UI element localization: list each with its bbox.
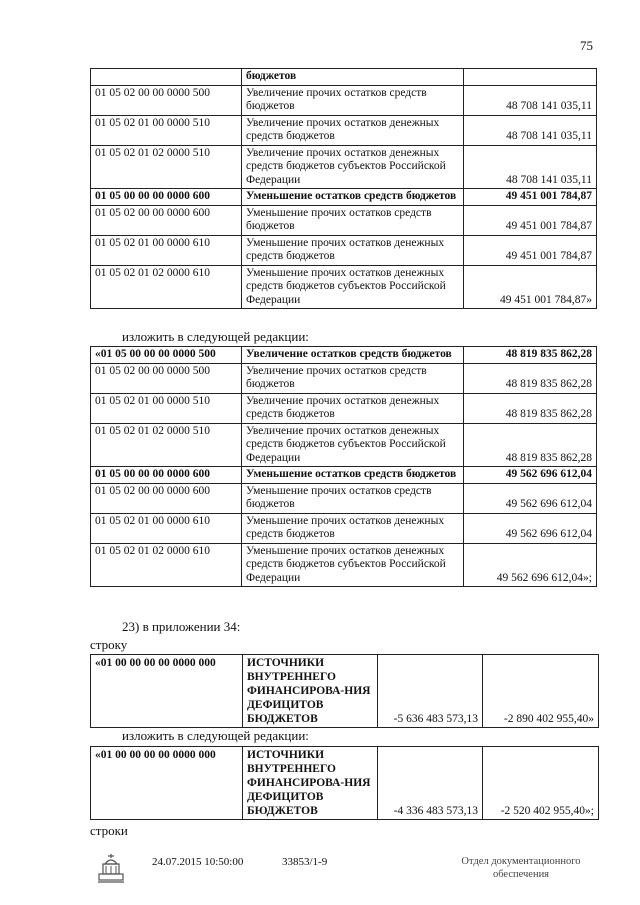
row-code: 01 05 02 00 00 0000 500 <box>91 363 242 393</box>
page-number: 75 <box>580 38 593 53</box>
table-row <box>91 69 597 86</box>
table-row <box>91 265 597 309</box>
row-name: Увеличение прочих остатков средств бюджетов <box>242 363 464 393</box>
row-code: 01 05 02 01 00 0000 510 <box>91 393 242 423</box>
row-name: Уменьшение прочих остатков средств бюджетов <box>242 205 464 235</box>
footer-doc-number: 33853/1-9 <box>282 856 328 868</box>
table-row <box>91 347 597 364</box>
table-row <box>91 145 597 189</box>
row-name: Уменьшение прочих остатков денежных средств бюджетов субъектов Российской Федерации <box>242 265 464 309</box>
row-amount: 49 451 001 784,87» <box>464 265 597 309</box>
row-name: бюджетов <box>242 69 464 86</box>
row-name: Уменьшение прочих остатков денежных средств бюджетов <box>242 235 464 265</box>
row-name: Уменьшение прочих остатков средств бюджетов <box>242 483 464 513</box>
row-code: 01 05 02 00 00 0000 600 <box>91 483 242 513</box>
row-code: «01 05 00 00 00 0000 500 <box>91 347 242 364</box>
edit-instruction-1: изложить в следующей редакции: <box>122 329 309 344</box>
sources-amount-1: -5 636 483 573,13 <box>378 655 483 728</box>
row-name: Увеличение прочих остатков денежных средств бюджетов <box>242 393 464 423</box>
row-label-stroku: строку <box>90 637 128 652</box>
table-row <box>91 393 597 423</box>
table-row <box>91 189 597 206</box>
sources-code: «01 00 00 00 00 0000 000 <box>91 655 243 728</box>
row-amount: 49 451 001 784,87 <box>464 235 597 265</box>
footer-timestamp: 24.07.2015 10:50:00 <box>152 856 244 868</box>
sources-code: «01 00 00 00 00 0000 000 <box>91 747 243 820</box>
table-row <box>91 467 597 484</box>
row-name: Увеличение прочих остатков денежных средств бюджетов субъектов Российской Федерации <box>242 423 464 467</box>
row-name: Уменьшение остатков средств бюджетов <box>242 467 464 484</box>
row-name: Увеличение прочих остатков денежных средств бюджетов <box>242 115 464 145</box>
row-name: Увеличение прочих остатков денежных средств бюджетов субъектов Российской Федерации <box>242 145 464 189</box>
sources-table-new <box>90 746 599 820</box>
row-name: Уменьшение прочих остатков денежных средств бюджетов <box>242 513 464 543</box>
row-amount: 48 819 835 862,28 <box>464 347 597 364</box>
row-code: 01 05 02 01 00 0000 610 <box>91 513 242 543</box>
row-amount: 48 708 141 035,11 <box>464 145 597 189</box>
row-amount: 49 562 696 612,04 <box>464 467 597 484</box>
item-23-heading: 23) в приложении 34: <box>122 619 241 634</box>
table-row <box>91 205 597 235</box>
table-row <box>91 363 597 393</box>
table-row <box>91 543 597 587</box>
sources-name: ИСТОЧНИКИ ВНУТРЕННЕГО ФИНАНСИРОВА-НИЯ ДЕФИЦИТОВ БЮДЖЕТОВ <box>243 747 378 820</box>
table-row <box>91 423 597 467</box>
row-code: 01 05 02 00 00 0000 600 <box>91 205 242 235</box>
row-code: 01 05 02 01 02 0000 610 <box>91 265 242 309</box>
row-amount: 48 708 141 035,11 <box>464 115 597 145</box>
budget-table-new <box>90 346 597 587</box>
sources-amount-2: -2 520 402 955,40»; <box>483 747 599 820</box>
row-amount: 48 819 835 862,28 <box>464 363 597 393</box>
emblem-icon <box>96 852 126 891</box>
row-amount: 49 562 696 612,04»; <box>464 543 597 587</box>
row-code: 01 05 02 00 00 0000 500 <box>91 85 242 115</box>
row-amount: 48 819 835 862,28 <box>464 423 597 467</box>
row-code: 01 05 02 01 02 0000 610 <box>91 543 242 587</box>
row-amount: 49 562 696 612,04 <box>464 513 597 543</box>
budget-table-old <box>90 68 597 309</box>
footer-stamp: Отдел документационного обеспечения <box>461 856 581 880</box>
table-row <box>91 85 597 115</box>
edit-instruction-2: изложить в следующей редакции: <box>122 728 309 743</box>
sources-table-old <box>90 654 599 728</box>
row-name: Увеличение остатков средств бюджетов <box>242 347 464 364</box>
row-code: 01 05 00 00 00 0000 600 <box>91 467 242 484</box>
sources-amount-1: -4 336 483 573,13 <box>378 747 483 820</box>
row-label-stroki: строки <box>90 823 128 838</box>
table-row <box>91 235 597 265</box>
row-amount: 49 562 696 612,04 <box>464 483 597 513</box>
row-name: Уменьшение остатков средств бюджетов <box>242 189 464 206</box>
row-code: 01 05 02 01 02 0000 510 <box>91 145 242 189</box>
row-amount: 48 819 835 862,28 <box>464 393 597 423</box>
table-row <box>91 513 597 543</box>
row-amount: 49 451 001 784,87 <box>464 189 597 206</box>
sources-amount-2: -2 890 402 955,40» <box>483 655 599 728</box>
sources-name: ИСТОЧНИКИ ВНУТРЕННЕГО ФИНАНСИРОВА-НИЯ ДЕФИЦИТОВ БЮДЖЕТОВ <box>243 655 378 728</box>
row-code <box>91 69 242 86</box>
row-name: Уменьшение прочих остатков денежных средств бюджетов субъектов Российской Федерации <box>242 543 464 587</box>
row-code: 01 05 00 00 00 0000 600 <box>91 189 242 206</box>
row-code: 01 05 02 01 00 0000 610 <box>91 235 242 265</box>
table-row <box>91 483 597 513</box>
row-amount: 48 708 141 035,11 <box>464 85 597 115</box>
row-name: Увеличение прочих остатков средств бюджетов <box>242 85 464 115</box>
row-code: 01 05 02 01 00 0000 510 <box>91 115 242 145</box>
row-amount: 49 451 001 784,87 <box>464 205 597 235</box>
row-code: 01 05 02 01 02 0000 510 <box>91 423 242 467</box>
row-amount <box>464 69 597 86</box>
table-row <box>91 115 597 145</box>
